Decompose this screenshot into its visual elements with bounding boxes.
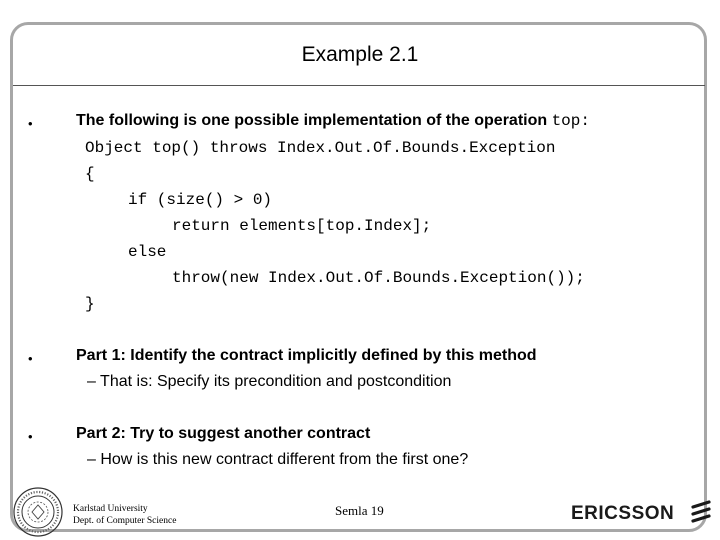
bullet-1-label: The following is one possible implementation of the operation	[76, 112, 552, 129]
bullet-marker-1: •	[28, 116, 33, 131]
bullet-1-code: top:	[551, 112, 590, 130]
university-seal-icon	[12, 486, 64, 538]
footer-department: Dept. of Computer Science	[73, 516, 177, 526]
footer-university: Karlstad University	[73, 504, 148, 514]
code-line-6: throw(new Index.Out.Of.Bounds.Exception());	[172, 269, 585, 287]
bullet-text-3: Part 2: Try to suggest another contract	[76, 425, 371, 442]
code-line-5: else	[128, 243, 167, 261]
bullet-sub-2: – That is: Specify its precondition and postcondition	[87, 373, 452, 390]
footer-page-label: Semla 19	[335, 503, 384, 518]
bullet-text-1	[76, 112, 590, 130]
ericsson-logo-text: ERICSSON	[571, 503, 675, 524]
bullet-marker-2: •	[28, 351, 33, 366]
code-line-1: Object top() throws Index.Out.Of.Bounds.Exception	[85, 139, 556, 157]
code-line-2: {	[85, 165, 95, 183]
bullet-marker-3: •	[28, 429, 33, 444]
code-line-7: }	[85, 295, 95, 313]
bullet-text-2: Part 1: Identify the contract implicitly defined by this method	[76, 347, 537, 364]
title-divider	[13, 85, 705, 86]
ericsson-logo-icon	[690, 499, 712, 525]
slide-title: Example 2.1	[301, 43, 419, 66]
bullet-sub-3: – How is this new contract different from the first one?	[87, 451, 469, 468]
code-line-3: if (size() > 0)	[128, 191, 273, 209]
code-line-4: return elements[top.Index];	[172, 217, 432, 235]
